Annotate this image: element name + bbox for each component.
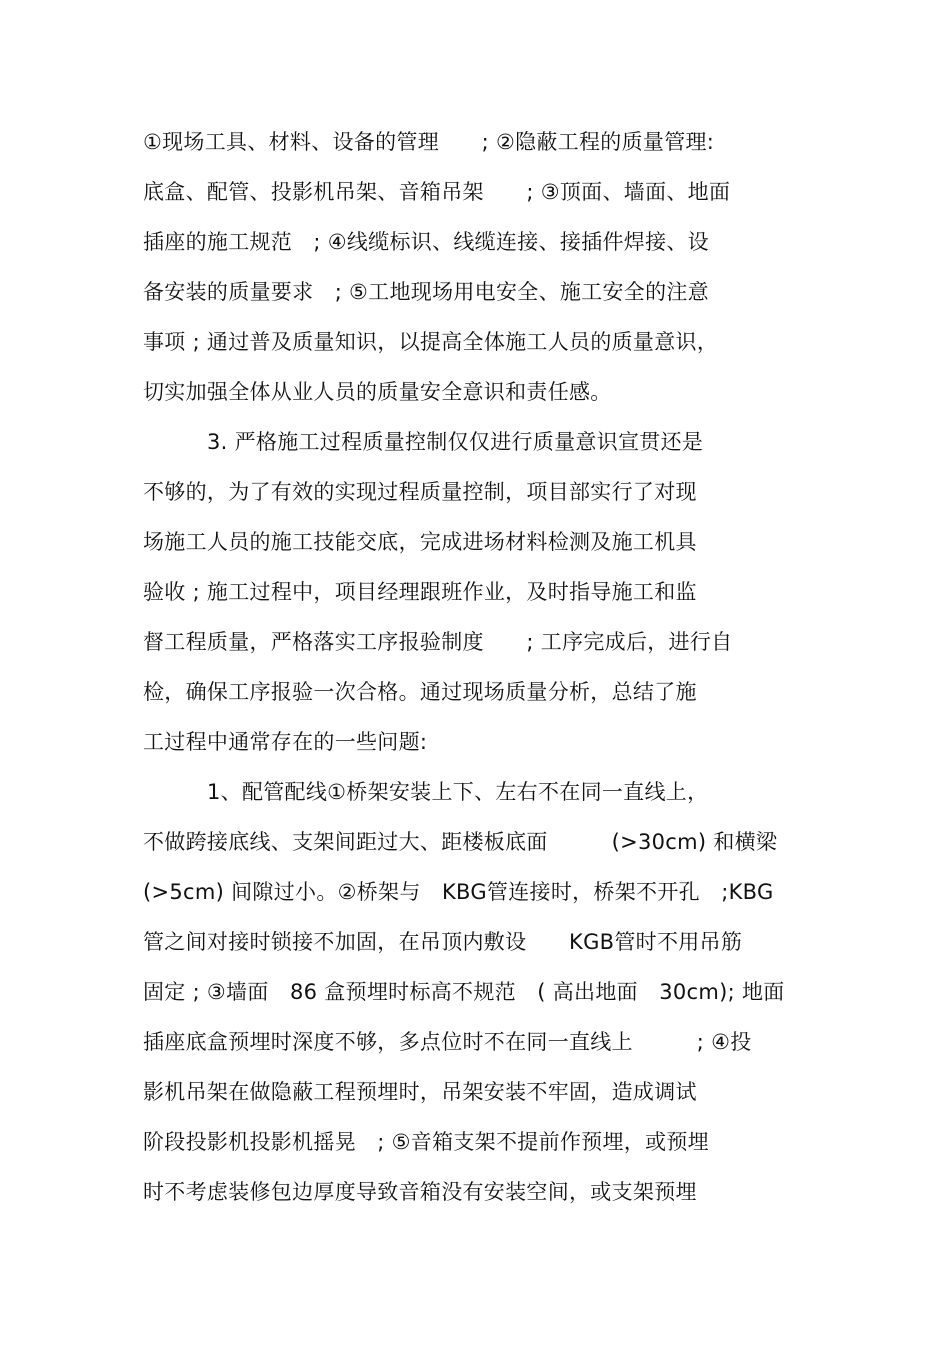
paragraph-start-line: 3. 严格施工过程质量控制仅仅进行质量意识宣贯还是 — [207, 430, 704, 454]
text-line: 管之间对接时锁接不加固，在吊顶内敷设 KGB管时不用吊筋 — [143, 930, 743, 954]
text-line: 固定 ; ③墙面 86 盒预埋时标高不规范 ( 高出地面 30cm); 地面 — [143, 980, 785, 1004]
text-line: 不够的，为了有效的实现过程质量控制，项目部实行了对现 — [143, 480, 697, 504]
text-line: 检，确保工序报验一次合格。通过现场质量分析，总结了施 — [143, 680, 697, 704]
text-line: 切实加强全体从业人员的质量安全意识和责任感。 — [143, 380, 612, 404]
text-line: 时不考虑装修包边厚度导致音箱没有安装空间，或支架预埋 — [143, 1180, 697, 1204]
text-line: 不做跨接底线、支架间距过大、距楼板底面 (>30cm) 和横梁 — [143, 830, 778, 854]
text-line: 事项 ; 通过普及质量知识，以提高全体施工人员的质量意识， — [143, 330, 719, 354]
text-line: ①现场工具、材料、设备的管理 ; ②隐蔽工程的质量管理: — [143, 130, 715, 154]
text-line: 底盒、配管、投影机吊架、音箱吊架 ; ③顶面、墙面、地面 — [143, 180, 731, 204]
text-line: 验收 ; 施工过程中，项目经理跟班作业，及时指导施工和监 — [143, 580, 697, 604]
text-line: 影机吊架在做隐蔽工程预埋时，吊架安装不牢固，造成调试 — [143, 1080, 697, 1104]
text-line: (>5cm) 间隙过小。②桥架与 KBG管连接时，桥架不开孔 ;KBG — [143, 880, 774, 904]
text-line: 插座的施工规范 ; ④线缆标识、线缆连接、接插件焊接、设 — [143, 230, 709, 254]
text-line: 督工程质量，严格落实工序报验制度 ; 工序完成后，进行自 — [143, 630, 733, 654]
text-line: 插座底盒预埋时深度不够，多点位时不在同一直线上 ; ④投 — [143, 1030, 752, 1054]
text-line: 备安装的质量要求 ; ⑤工地现场用电安全、施工安全的注意 — [143, 280, 709, 304]
paragraph-start-line: 1、配管配线①桥架安装上下、左右不在同一直线上， — [207, 780, 709, 804]
text-line: 场施工人员的施工技能交底，完成进场材料检测及施工机具 — [143, 530, 697, 554]
text-line: 阶段投影机投影机摇晃 ; ⑤音箱支架不提前作预埋，或预埋 — [143, 1130, 709, 1154]
text-line: 工过程中通常存在的一些问题: — [143, 730, 428, 754]
